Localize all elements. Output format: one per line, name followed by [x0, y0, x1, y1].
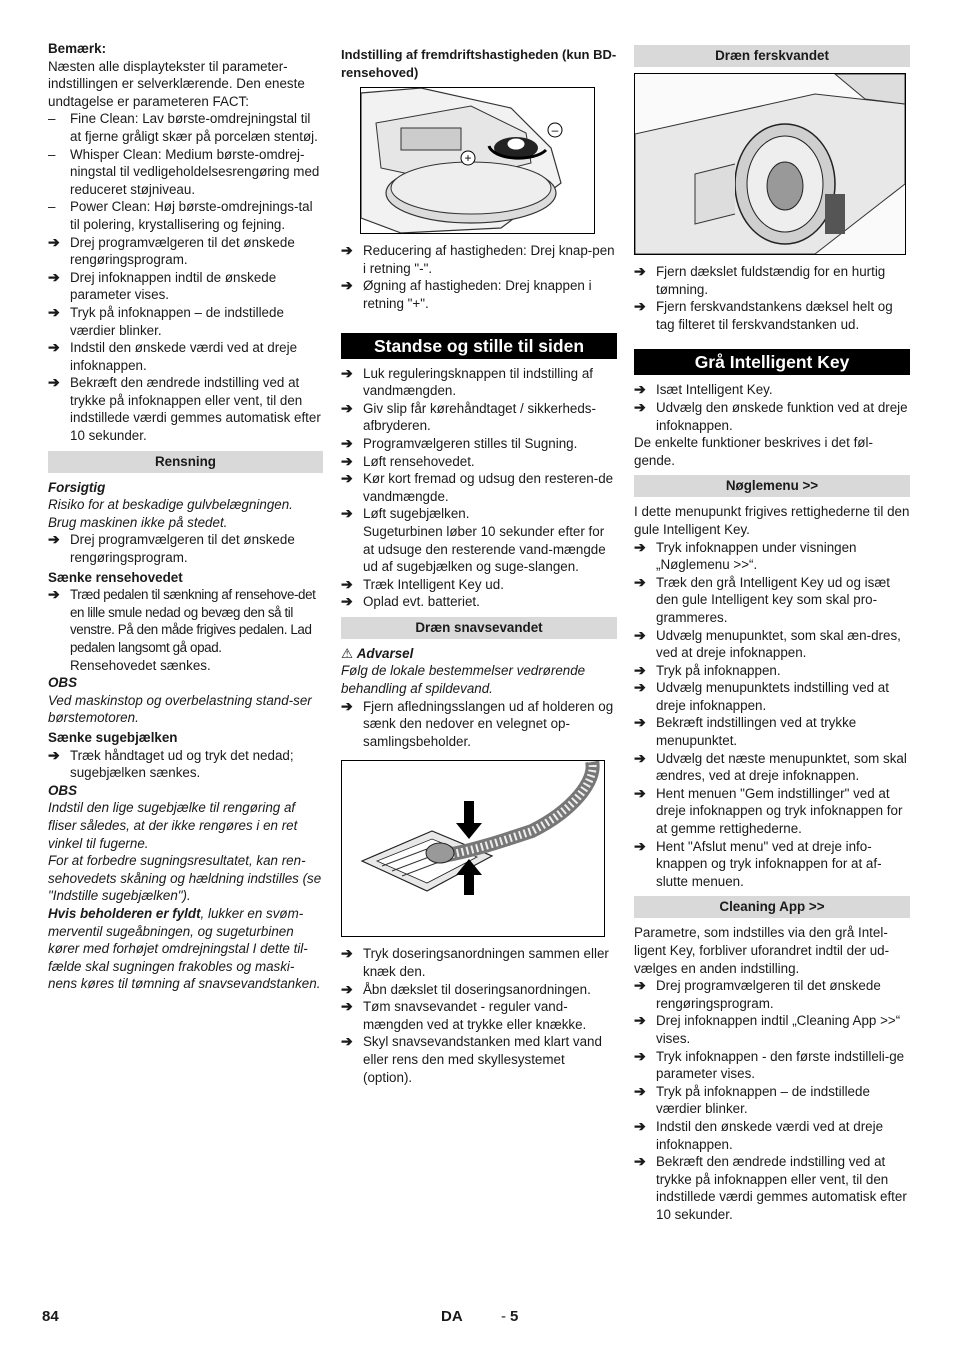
warning-triangle-icon: ⚠	[341, 645, 357, 661]
list-item: ➔ Drej infoknappen indtil de ønskede parameter vises.	[48, 268, 277, 303]
list-item: ➔ Tryk på infoknappen – de indstillede værdier blinker.	[634, 1082, 870, 1117]
list-item: ➔ Træk den grå Intelligent Key ud og isæt den gule Intelligent key som skal pro-grammeres.	[634, 573, 890, 625]
note-text: Sugeturbinen løber 10 sekunder efter for at udsuge den resterende vand-mængde ud af sugebjælken og suge-slangen.	[363, 523, 606, 575]
arrow-right-icon: ➔	[48, 339, 60, 356]
section-heading-noeglemenu: Nøglemenu >>	[634, 475, 910, 497]
arrow-right-icon: ➔	[48, 746, 60, 763]
arrow-right-icon: ➔	[48, 374, 60, 391]
svg-text:–: –	[551, 123, 559, 138]
list-item: ➔ Drej programvælgeren til det ønskede rengøringsprogram.	[48, 233, 295, 268]
arrow-right-icon: ➔	[341, 697, 353, 714]
arrow-right-icon: ➔	[634, 381, 646, 398]
note-label: Bemærk:	[48, 41, 107, 56]
list-item: ➔ Fjern ferskvandstankens dæksel helt og tag filteret til ferskvandstanken ud.	[634, 298, 893, 332]
list-item: ➔ Tryk på infoknappen.	[634, 661, 781, 678]
arrow-right-icon: ➔	[634, 626, 646, 643]
list-item: ➔ Fjern afledningsslangen ud af holderen og sænk den nedover en velegnet op-samlingsbeholder.	[341, 697, 614, 749]
body-text: I dette menupunkt frigives rettighederne til den gule Intelligent Key.	[634, 504, 910, 537]
arrow-right-icon: ➔	[634, 263, 646, 279]
list-item: – Whisper Clean: Medium børste-omdrej-ningstal til vedligeholdelsesrengøring med reduceret støjniveau.	[48, 146, 320, 197]
list-item: ➔ Reducering af hastigheden: Drej knap-pen i retning "-".	[341, 242, 615, 276]
section-heading-graa-key: Grå Intelligent Key	[634, 349, 910, 375]
caution-label: Forsigtig	[48, 479, 106, 495]
arrow-right-icon: ➔	[341, 1033, 353, 1050]
arrow-right-icon: ➔	[634, 298, 646, 315]
arrow-right-icon: ➔	[634, 749, 646, 766]
section-heading-draen-fersk: Dræn ferskvandet	[634, 45, 910, 67]
arrow-right-icon: ➔	[341, 452, 353, 469]
list-item: ➔ Træk håndtaget ud og tryk det nedad; sugebjælken sænkes.	[48, 746, 294, 781]
sub-page-number: 5	[510, 1308, 519, 1325]
footer-dash: -	[501, 1308, 506, 1325]
arrow-right-icon: ➔	[634, 977, 646, 994]
list-item: ➔ Udvælg menupunktet, som skal æn-dres, ved at dreje infoknappen.	[634, 626, 901, 661]
list-item: – Power Clean: Høj børste-omdrejnings-tal til polering, krystallisering og fejning.	[48, 199, 313, 232]
list-item: ➔ Træd pedalen til sænkning af rensehove-det en lille smule nedad og bevæg den så til venstre. På den måde frigives pedalen. Lad pedalen langsomt gå opad.	[48, 586, 316, 655]
list-item: ➔ Giv slip får kørehåndtaget / sikkerheds-afbryderen.	[341, 399, 596, 434]
list-item: ➔ Indstil den ønskede værdi ved at dreje infoknappen.	[634, 1117, 884, 1152]
list-item: ➔ Bekræft den ændrede indstilling ved at trykke på infoknappen eller vent, til den indstillede værdi gemmes automatisk efter 10 sekunder.	[48, 374, 321, 444]
arrow-right-icon: ➔	[634, 661, 646, 678]
arrow-right-icon: ➔	[634, 1012, 646, 1029]
arrow-right-icon: ➔	[48, 233, 60, 250]
list-item: ➔ Luk reguleringsknappen til indstilling af vandmængden.	[341, 364, 594, 399]
figure-drain-hose	[341, 760, 605, 937]
subheading-lower-brush-head: Sænke rensehovedet	[48, 569, 183, 585]
section-heading-draen-snavs: Dræn snavsevandet	[341, 617, 617, 639]
arrow-right-icon: ➔	[634, 573, 646, 590]
arrow-right-icon: ➔	[341, 945, 353, 962]
body-text: Parametre, som indstilles via den grå Intel-ligent Key, forbliver uforandret indtil der ud-vælges en anden indstilling.	[634, 925, 890, 976]
list-item: ➔ Kør kort fremad og udsug den resteren-de vandmængde.	[341, 470, 614, 504]
obs-text: For at forbedre sugningsresultatet, kan ren-sehovedets skåning og hældning indstilles (se "Indstille sugebjælken").	[48, 853, 322, 904]
column-middle	[341, 40, 617, 1086]
list-item: ➔ Øgning af hastigheden: Drej knappen i retning "+".	[341, 277, 592, 311]
arrow-right-icon: ➔	[48, 303, 60, 320]
warning-text: Følg de lokale bestemmelser vedrørende behandling af spildevand.	[341, 663, 586, 697]
arrow-right-icon: ➔	[634, 398, 646, 415]
arrow-right-icon: ➔	[341, 505, 353, 522]
list-item: ➔ Isæt Intelligent Key.	[634, 381, 773, 398]
obs-text: Indstil den lige sugebjælke til rengøring af fliser således, at der ikke rengøres i en ret vinkel til fugerne.	[48, 800, 298, 851]
list-item: ➔ Bekræft indstillingen ved at trykke menupunktet.	[634, 714, 857, 749]
list-item: ➔ Tryk på infoknappen – de indstillede værdier blinker.	[48, 303, 284, 338]
arrow-right-icon: ➔	[341, 593, 353, 610]
list-item: ➔ Fjern dækslet fuldstændig for en hurtig tømning.	[634, 263, 886, 297]
obs-text: Hvis beholderen er fyldt, lukker en svøm-merventil sugeåbningen, og sugeturbinen kører med forhøjet omdrejningstal I dette til-fælde skal sugningen frakobles og maski-nens køres til tømning af snavsevandstanken.	[48, 905, 321, 992]
list-item: ➔ Tryk doseringsanordningen sammen eller knæk den.	[341, 945, 609, 980]
page-number: 84	[42, 1308, 59, 1325]
list-item: ➔ Løft sugebjælken.	[341, 505, 470, 522]
list-item: ➔ Udvælg den ønskede funktion ved at dreje infoknappen.	[634, 398, 908, 433]
arrow-right-icon: ➔	[634, 538, 646, 555]
list-item: ➔ Udvælg det næste menupunktet, som skal ændres, ved at dreje infoknappen.	[634, 749, 907, 784]
obs-label: OBS	[48, 782, 78, 798]
subheading-speed: Indstilling af fremdriftshastigheden (kun BD-rensehoved)	[341, 47, 617, 80]
arrow-right-icon: ➔	[48, 531, 60, 548]
arrow-right-icon: ➔	[48, 268, 60, 285]
list-item: ➔ Drej infoknappen indtil „Cleaning App >>“ vises.	[634, 1012, 901, 1046]
arrow-right-icon: ➔	[341, 434, 353, 451]
language-code: DA	[441, 1308, 463, 1325]
body-text: De enkelte funktioner beskrives i det føl-gende.	[634, 435, 873, 468]
list-item: ➔ Tøm snavsevandet - reguler vand-mængden ved at trykke eller knække.	[341, 998, 587, 1032]
arrow-right-icon: ➔	[634, 784, 646, 801]
column-left	[48, 40, 323, 993]
list-item: – Fine Clean: Lav børste-omdrejningstal til at fjerne gråligt skær på porcelæn stentøj.	[48, 111, 318, 144]
list-item: ➔ Oplad evt. batteriet.	[341, 593, 480, 610]
svg-text:+: +	[464, 151, 472, 166]
section-heading-rensning: Rensning	[48, 451, 323, 473]
arrow-right-icon: ➔	[341, 575, 353, 592]
arrow-right-icon: ➔	[634, 1082, 646, 1099]
list-item: ➔ Drej programvælgeren til det ønskede rengøringsprogram.	[48, 531, 295, 566]
list-item: ➔ Hent menuen "Gem indstillinger" ved at dreje infoknappen og tryk infoknappen for at gemme rettighederne.	[634, 784, 903, 837]
arrow-right-icon: ➔	[634, 714, 646, 731]
arrow-right-icon: ➔	[341, 364, 353, 381]
list-item: ➔ Tryk infoknappen - den første indstilleli-ge parameter vises.	[634, 1047, 905, 1082]
obs-text: Ved maskinstop og overbelastning stand-ser børstemotoren.	[48, 692, 312, 726]
section-heading-standse: Standse og stille til siden	[341, 333, 617, 359]
arrow-right-icon: ➔	[341, 470, 353, 487]
warning-label: ⚠ Advarsel	[341, 645, 414, 661]
caution-text: Risiko for at beskadige gulvbelægningen. Brug maskinen ikke på stedet.	[48, 497, 293, 530]
arrow-right-icon: ➔	[341, 399, 353, 416]
result-text: Rensehovedet sænkes.	[70, 657, 211, 673]
obs-label: OBS	[48, 675, 78, 691]
list-item: ➔ Udvælg menupunktets indstilling ved at dreje infoknappen.	[634, 679, 889, 713]
list-item: ➔ Indstil den ønskede værdi ved at dreje infoknappen.	[48, 339, 298, 373]
arrow-right-icon: ➔	[341, 998, 353, 1015]
figure-speed-knob	[360, 87, 595, 234]
section-heading-cleaning-app: Cleaning App >>	[634, 896, 910, 918]
list-item: ➔ Skyl snavsevandstanken med klart vand eller rens den med skyllesystemet (option).	[341, 1033, 602, 1085]
list-item: ➔ Bekræft den ændrede indstilling ved at trykke på infoknappen eller vent, til den indstillede værdi gemmes automatisk efter 10 sekunder.	[634, 1153, 907, 1222]
list-item: ➔ Hent "Afslut menu" ved at dreje info-knappen og tryk infoknappen for at af-slutte menuen.	[634, 837, 882, 889]
list-item: ➔ Programvælgeren stilles til Sugning.	[341, 434, 578, 451]
note-text: Næsten alle displaytekster til parameter-indstillingen er selverklærende. Den eneste undtagelse er parameteren FACT:	[48, 58, 305, 109]
arrow-right-icon: ➔	[634, 1047, 646, 1064]
arrow-right-icon: ➔	[634, 837, 646, 854]
column-right	[634, 40, 910, 1224]
list-item: ➔ Tryk infoknappen under visningen „Nøglemenu >>“.	[634, 538, 857, 573]
subheading-lower-squeegee: Sænke sugebjælken	[48, 729, 178, 745]
list-item: ➔ Åbn dækslet til doseringsanordningen.	[341, 980, 591, 997]
arrow-right-icon: ➔	[634, 679, 646, 696]
list-item: ➔ Løft rensehovedet.	[341, 452, 475, 469]
arrow-right-icon: ➔	[634, 1153, 646, 1170]
list-item: ➔ Drej programvælgeren til det ønskede rengøringsprogram.	[634, 977, 881, 1011]
arrow-right-icon: ➔	[48, 586, 60, 603]
list-item: ➔ Træk Intelligent Key ud.	[341, 575, 504, 592]
arrow-right-icon: ➔	[341, 980, 353, 997]
arrow-right-icon: ➔	[341, 242, 353, 259]
figure-fresh-water-cap	[634, 73, 906, 255]
arrow-right-icon: ➔	[341, 277, 353, 294]
arrow-right-icon: ➔	[634, 1117, 646, 1134]
